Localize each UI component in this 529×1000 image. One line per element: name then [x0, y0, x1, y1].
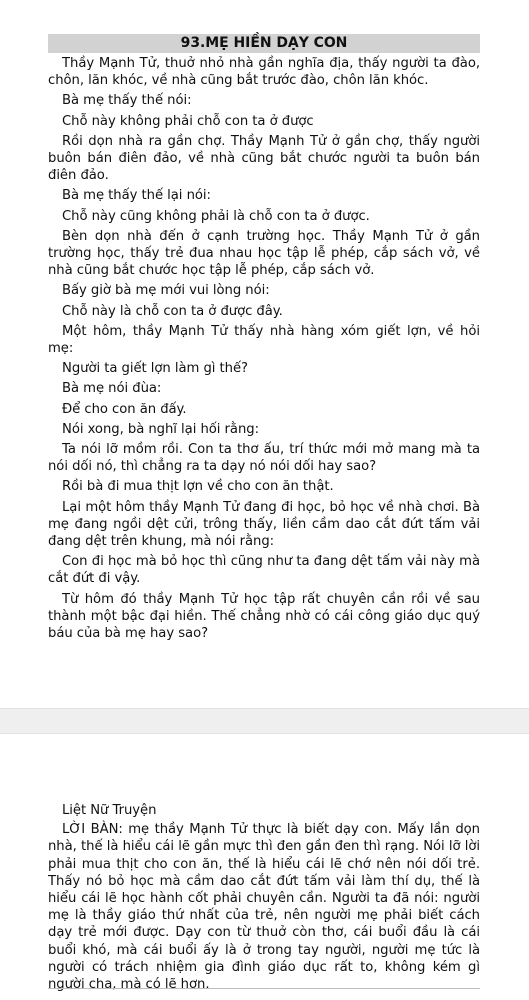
page-separator [0, 708, 529, 734]
paragraph: Bà mẹ nói đùa: [62, 381, 162, 397]
paragraph: Nói xong, bà nghĩ lại hối rằng: [62, 421, 259, 437]
story-title: 93.MẸ HIỀN DẠY CON [48, 34, 480, 53]
commentary-body [48, 802, 480, 996]
paragraph: Bèn dọn nhà đến ở cạnh trường học. Thầy Mạnh Tử ở gần trường học, thấy trẻ đua nhau học tập lễ phép, cắp sách vở, về nhà cũng bắt chước học tập lễ phép, cắp sách vở. [48, 228, 480, 279]
document-page-2 [0, 734, 529, 1000]
paragraph: Bấy giờ bà mẹ mới vui lòng nói: [62, 283, 270, 299]
paragraph: Để cho con ăn đấy. [62, 401, 187, 417]
commentary-paragraph: LỜI BÀN: mẹ thầy Mạnh Tử thực là biết dạy con. Mấy lần dọn nhà, thế là hiểu cái lẽ gần mực thì đen gần đen thì rạng. Nói lỡ lời phải mua thịt cho con ăn, thế là hiểu cái lẽ chớ nên nói dối trẻ. Thấy nó bỏ học mà cầm dao cắt đứt tấm vải làm thí dụ, thế là hiểu cái lẽ học hành cốt phải chuyên cần. Người ta đã nói: người mẹ là thầy giáo thứ nhất của trẻ, nên người mẹ phải biết cách dạy trẻ mới được. Dạy con từ thuở còn thơ, cái buổi đầu là cái buổi khó, mà cái buổi ấy là ở trong tay người, người mẹ tức là người có trách nhiệm gia đình giáo dục rất to, không kém gì người cha, mà có lẽ hơn. [48, 822, 480, 993]
paragraph: Chỗ này không phải chỗ con ta ở được [62, 113, 314, 129]
paragraph: Lại một hôm thầy Mạnh Tử đang đi học, bỏ học về nhà chơi. Bà mẹ đang ngồi dệt cửi, trông thấy, liền cầm dao cắt đứt tấm vải đang dệt trên khung, mà nói rằng: [48, 499, 480, 550]
paragraph: Bà mẹ thấy thế nói: [62, 93, 192, 109]
paragraph: Bà mẹ thấy thế lại nói: [62, 188, 211, 204]
paragraph: Một hôm, thầy Mạnh Tử thấy nhà hàng xóm giết lợn, về hỏi mẹ: [48, 323, 480, 357]
paragraph: Thầy Mạnh Tử, thuở nhỏ nhà gần nghĩa địa, thấy người ta đào, chôn, lăn khóc, về nhà cũng bắt trước đào, chôn lăn khóc. [48, 56, 480, 89]
paragraph: Chỗ này cũng không phải là chỗ con ta ở được. [62, 208, 370, 224]
story-body [48, 34, 480, 645]
paragraph: Rồi dọn nhà ra gần chợ. Thầy Mạnh Tử ở gần chợ, thấy người buôn bán điên đảo, về nhà cũng bắt chước người ta buôn bán điên đảo. [48, 133, 480, 184]
paragraph: Người ta giết lợn làm gì thế? [62, 361, 248, 377]
paragraph: Rồi bà đi mua thịt lợn về cho con ăn thật. [62, 479, 334, 495]
paragraph: Từ hôm đó thầy Mạnh Tử học tập rất chuyên cần rồi về sau thành một bậc đại hiền. Thế chẳng nhờ có cái công giáo dục quý báu của bà mẹ hay sao? [48, 591, 480, 642]
source-citation: Liệt Nữ Truyện [62, 803, 157, 818]
page-bottom-rule [48, 988, 480, 989]
paragraph: Con đi học mà bỏ học thì cũng như ta đang dệt tấm vải này mà cắt đứt đi vậy. [48, 554, 480, 587]
paragraph: Ta nói lỡ mồm rồi. Con ta thơ ấu, trí thức mới mở mang mà ta nói dối nó, thì chẳng ra ta dạy nó nói dối hay sao? [48, 442, 480, 475]
paragraph: Chỗ này là chỗ con ta ở được đây. [62, 303, 283, 319]
